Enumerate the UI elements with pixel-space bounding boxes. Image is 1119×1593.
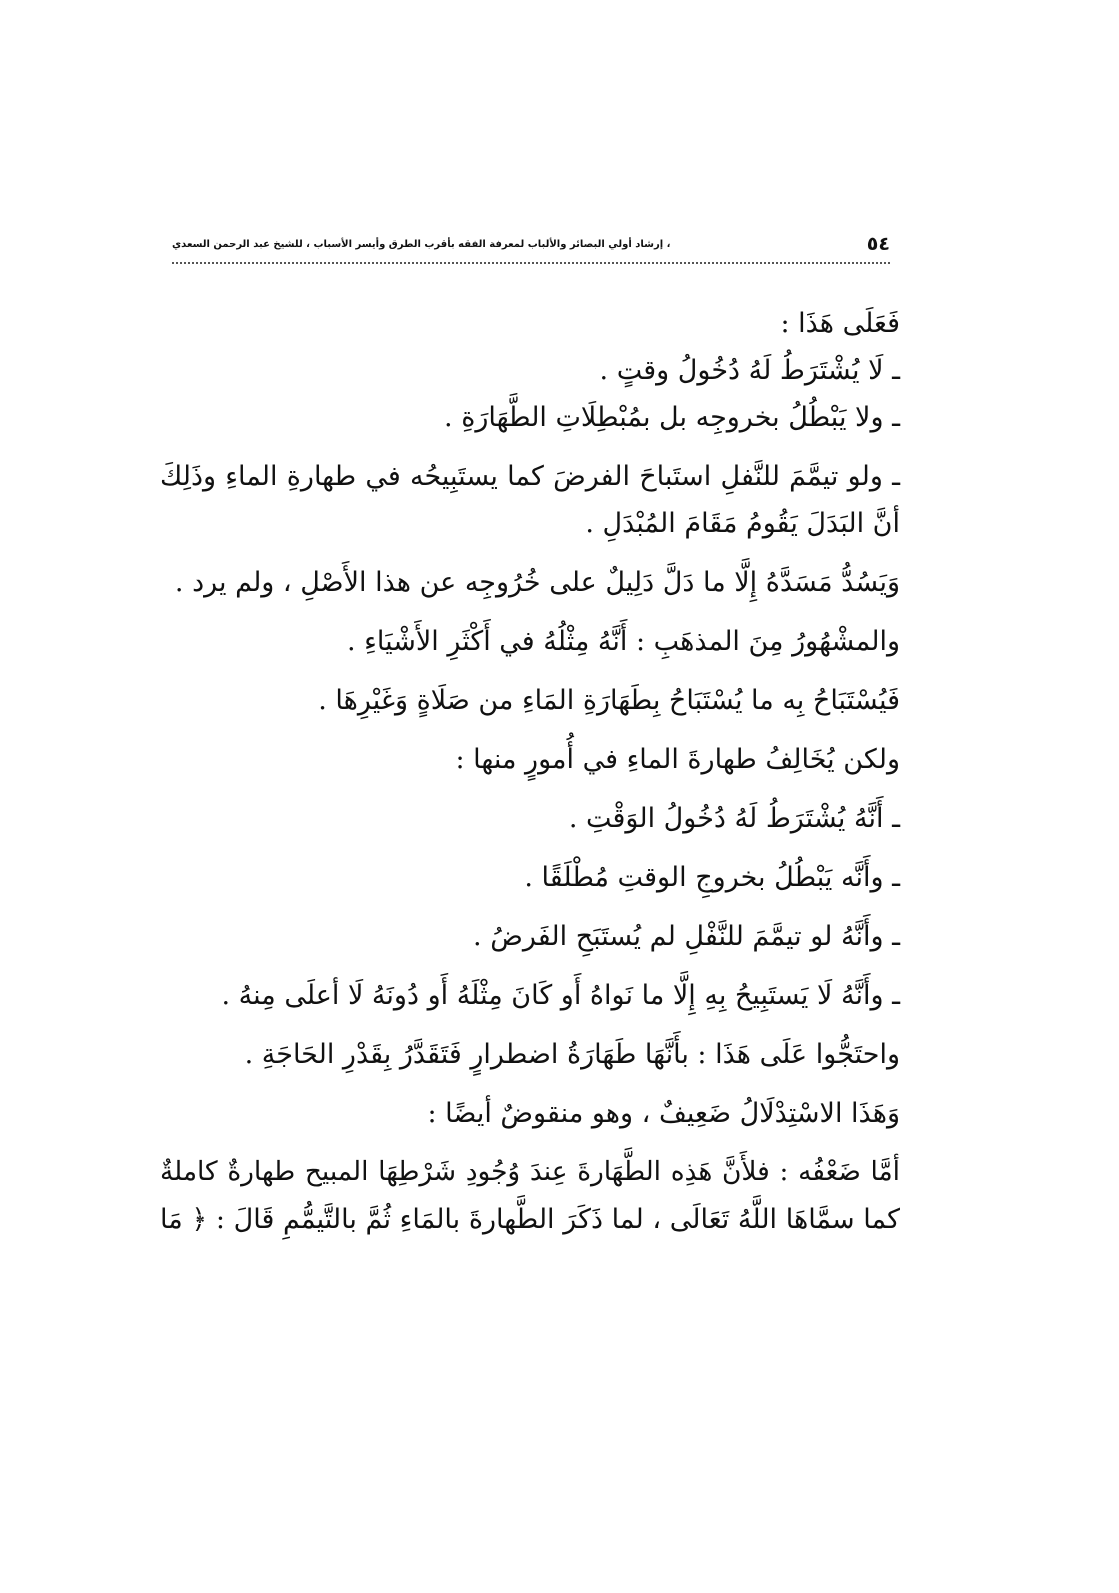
text-line: ـ ولو تيمَّمَ للنَّفلِ استَباحَ الفرضَ كما يستَبِيحُه في طهارةِ الماءِ وذَلِكَ [160, 461, 900, 492]
running-header-title: ، إرشاد أولي البصائر والألباب لمعرفة الفقه بأقرب الطرق وأيسر الأسباب ، للشيخ عبد الرحمن السعدي [172, 238, 671, 250]
text-line: وَهَذَا الاسْتِدْلَالُ ضَعِيفٌ ، وهو منقوضٌ أيضًا : [427, 1098, 900, 1129]
page-header [172, 232, 890, 256]
text-line: وَيَسُدُّ مَسَدَّهُ إِلَّا ما دَلَّ دَلِيلٌ على خُرُوجِه عن هذا الأَصْلِ ، ولم يرد . [174, 567, 900, 598]
text-line: أمَّا ضَعْفُه : فلأَنَّ هَذِه الطَّهَارةَ عِندَ وُجُودِ شَرْطِهَا المبيح طهارةٌ كاملةٌ [160, 1157, 900, 1187]
text-line: واحتَجُّوا عَلَى هَذَا : بأَنَّهَا طَهَارَةُ اضطرارٍ فَتَقَدَّرُ بِقَدْرِ الحَاجَةِ . [244, 1039, 900, 1070]
text-line: ـ وأَنَّهُ لَا يَستَبِيحُ بِهِ إِلَّا ما نَواهُ أَو كَانَ مِثْلَهُ أَو دُونَهُ لَا أعلَى مِنهُ . [221, 980, 900, 1011]
text-line: ـ وأَنَّهُ لو تيمَّمَ للنَّفْلِ لم يُستَبَحِ الفَرضُ . [473, 921, 900, 952]
page-number: ٥٤ [866, 233, 890, 255]
header-divider [172, 262, 890, 264]
page-body [160, 300, 900, 1243]
text-line: ـ ولا يَبْطُلُ بخروجِه بل بمُبْطِلَاتِ الطَّهَارَةِ . [444, 402, 900, 433]
text-line: فَيُسْتَبَاحُ بِه ما يُسْتَبَاحُ بِطَهَارَةِ المَاءِ من صَلَاةٍ وَغَيْرِهَا . [318, 685, 900, 716]
text-line: ـ لَا يُشْتَرَطُ لَهُ دُخُولُ وقتٍ . [599, 355, 900, 386]
text-line: أنَّ البَدَلَ يَقُومُ مَقَامَ المُبْدَلِ . [585, 508, 900, 539]
text-line: ولكن يُخَالِفُ طهارةَ الماءِ في أُمورٍ منها : [455, 744, 900, 775]
text-line: ـ أَنَّهُ يُشْتَرَطُ لَهُ دُخُولُ الوَقْتِ . [568, 803, 900, 834]
text-line: فَعَلَى هَذَا : [780, 308, 900, 339]
text-line: كما سمَّاهَا اللَّهُ تَعَالَى ، لما ذَكَرَ الطَّهارةَ بالمَاءِ ثُمَّ بالتَّيمُّمِ قَالَ : ﴿ مَا [160, 1204, 900, 1235]
text-line: ـ وأَنَّه يَبْطُلُ بخروجِ الوقتِ مُطْلَقًا . [524, 862, 900, 893]
text-line: والمشْهُورُ مِنَ المذهَبِ : أَنَّهُ مِثْلُهُ في أَكْثَرِ الأَشْيَاءِ . [346, 626, 900, 657]
